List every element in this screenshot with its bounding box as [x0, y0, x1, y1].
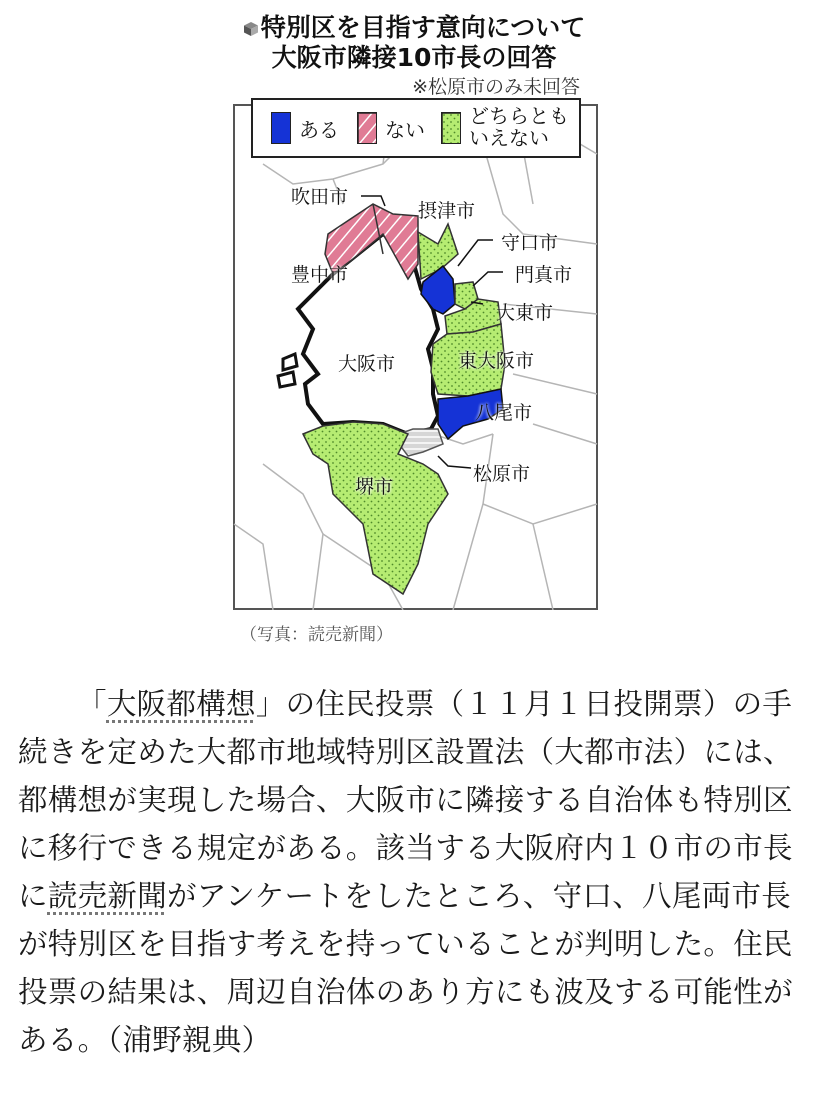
label-moriguchi: 守口市: [501, 232, 559, 254]
legend-swatch-neither: [441, 112, 461, 144]
label-sakai: 堺市: [355, 476, 394, 498]
map: [233, 104, 598, 610]
label-daito: 大東市: [496, 302, 554, 324]
label-higashiosaka: 東大阪市: [458, 350, 535, 372]
article-body: [18, 680, 810, 1064]
article-text-2: 」の住民投票（１１月１日投開票）の手続きを定めた大都市地域特別区設置法（大都市法）には、都構想が実現した場合、大阪市に隣接する自治体も特別区に移行できる規定がある。該当する大阪府内１０市の市長に: [18, 687, 793, 913]
label-settsu: 摂津市: [418, 200, 476, 222]
link-osaka-metropolis-plan[interactable]: 大阪都構想: [106, 687, 256, 721]
article-text-1: 「: [77, 687, 107, 721]
figure-title-text1: 特別区を目指す意向について: [260, 13, 586, 42]
label-osaka: 大阪市: [338, 353, 396, 375]
legend-label-yes: ある: [299, 118, 339, 142]
photo-caption: （写真：読売新聞）: [240, 625, 393, 645]
legend-label-no: ない: [385, 118, 425, 142]
label-matsubara: 松原市: [473, 463, 531, 485]
legend-swatch-no: [357, 112, 377, 144]
map-svg: [233, 104, 598, 610]
label-toyonaka: 豊中市: [291, 264, 349, 286]
legend-label-neither-2: いえない: [469, 126, 549, 150]
legend: [251, 98, 581, 158]
cube-icon: [243, 21, 259, 37]
label-suita: 吹田市: [291, 186, 349, 208]
unanswered-note: ※松原市のみ未回答: [412, 76, 580, 98]
label-yao: 八尾市: [475, 402, 533, 424]
figure-title-line2: 大阪市隣接10市長の回答: [271, 43, 557, 72]
article-text-3: がアンケートをしたところ、守口、八尾両市長が特別区を目指す考えを持っていることが判明した。住民投票の結果は、周辺自治体のあり方にも波及する可能性がある。（浦野親典）: [18, 879, 793, 1057]
legend-swatch-yes: [271, 112, 291, 144]
label-kadoma: 門真市: [515, 264, 573, 286]
link-yomiuri[interactable]: 読売新聞: [47, 879, 168, 913]
legend-label-neither-1: どちらとも: [469, 104, 569, 128]
